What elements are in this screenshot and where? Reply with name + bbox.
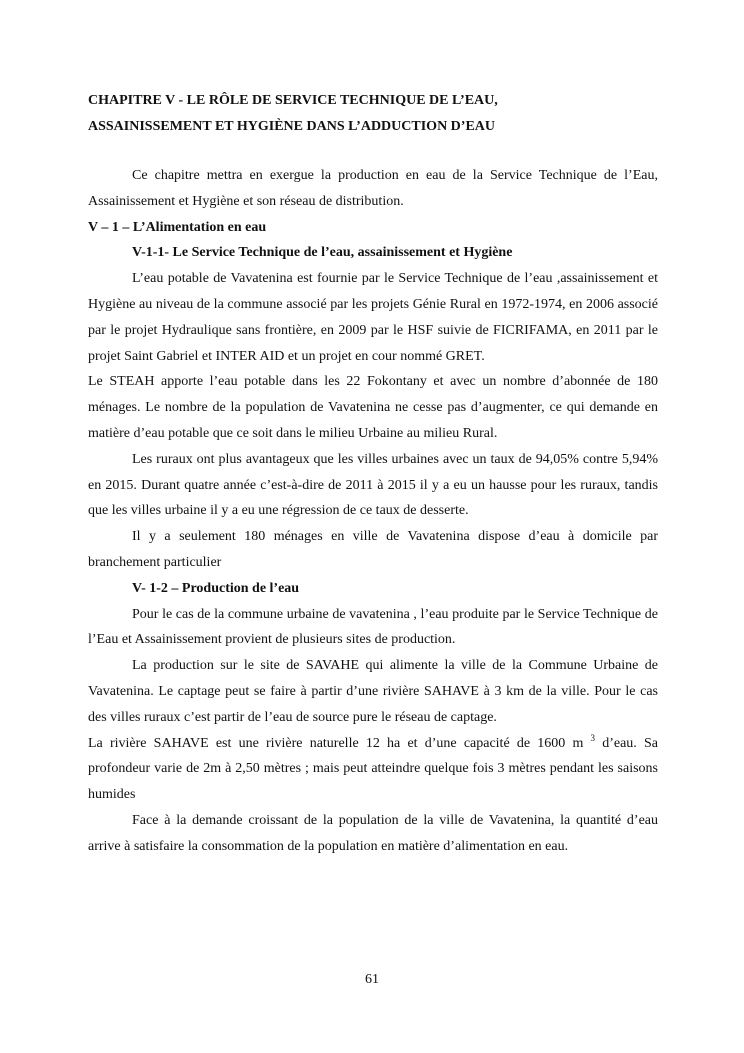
text-run: La rivière SAHAVE est une rivière naturelle 12 ha et d’une capacité de 1600 m — [88, 735, 591, 751]
paragraph: L’eau potable de Vavatenina est fournie par le Service Technique de l’eau ,assainissement et Hygiène au niveau de la commune associé par les projets Génie Rural en 1972-1974, en 2006 associé par le projet Hydraulique sans frontière, en 2009 par le HSF suivie de FICRIFAMA, en 2011 par le projet Saint Gabriel et INTER AID et un projet en cour nommé GRET. — [88, 271, 658, 364]
page-number: 61 — [365, 972, 379, 987]
subsection-heading-2: V- 1-2 – Production de l’eau — [132, 580, 300, 596]
intro-paragraph: Ce chapitre mettra en exergue la production en eau de la Service Technique de l’Eau, Assainissement et Hygiène et son réseau de distribution. — [88, 168, 658, 209]
paragraph: Le STEAH apporte l’eau potable dans les 22 Fokontany et avec un nombre d’abonnée de 180 ménages. Le nombre de la population de Vavatenina ne cesse pas d’augmenter, ce qui demande en matière d’eau potable que ce soit dans le milieu Urbaine au milieu Rural. — [88, 374, 658, 441]
chapter-title-line-2: ASSAINISSEMENT ET HYGIÈNE DANS L’ADDUCTION D’EAU — [88, 119, 496, 134]
paragraph: La production sur le site de SAVAHE qui alimente la ville de la Commune Urbaine de Vavatenina. Le captage peut se faire à partir d’une rivière SAHAVE à 3 km de la ville. Pour le cas des villes ruraux c’est partir de l’eau de source pure le réseau de captage. — [88, 658, 658, 725]
chapter-title-line-1: CHAPITRE V - LE RÔLE DE SERVICE TECHNIQUE DE L’EAU, — [88, 93, 498, 108]
text-run: d’eau. Sa profondeur varie de 2m à 2,50 mètres ; mais peut atteindre quelque fois 3 mètres pendant les saisons humides — [88, 735, 658, 803]
paragraph: Les ruraux ont plus avantageux que les villes urbaines avec un taux de 94,05% contre 5,94% en 2015. Durant quatre année c’est-à-dire de 2011 à 2015 il y a eu un hausse pour les ruraux, tandis que les villes urbaine il y a eu une régression de ce taux de desserte. — [88, 451, 658, 519]
subsection-heading-1: V-1-1- Le Service Technique de l’eau, assainissement et Hygiène — [132, 245, 513, 261]
paragraph-river-capacity — [88, 731, 658, 808]
paragraph: Pour le cas de la commune urbaine de vavatenina , l’eau produite par le Service Technique de l’Eau et Assainissement provient de plusieurs sites de production. — [88, 606, 658, 648]
superscript: 3 — [590, 732, 596, 743]
paragraph: Il y a seulement 180 ménages en ville de Vavatenina dispose d’eau à domicile par branchement particulier — [88, 529, 658, 570]
paragraph: Face à la demande croissant de la population de la ville de Vavatenina, la quantité d’eau arrive à satisfaire la consommation de la population en matière d’alimentation en eau. — [88, 812, 658, 854]
document-body — [88, 163, 658, 860]
section-heading: V – 1 – L’Alimentation en eau — [88, 219, 267, 235]
